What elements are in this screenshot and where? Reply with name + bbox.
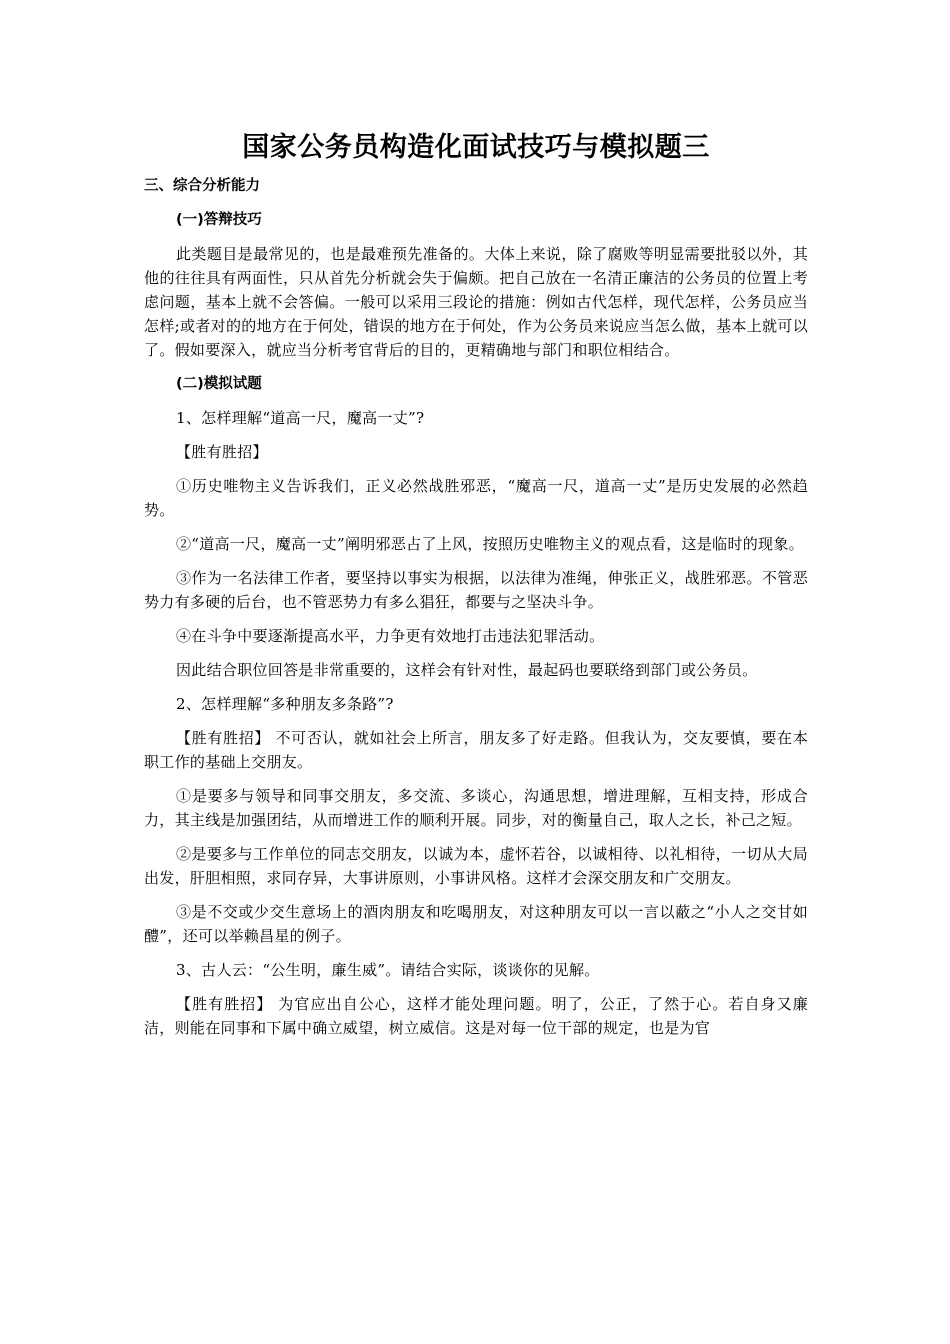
answer-2-point-3: ③是不交或少交生意场上的酒肉朋友和吃喝朋友，对这种朋友可以一言以蔽之“小人之交甘如醴”，还可以举赖昌星的例子。 (144, 903, 808, 945)
answer-1-point-4: ④在斗争中要逐渐提高水平，力争更有效地打击违法犯罪活动。 (176, 627, 605, 645)
answer-1-point-2: ②“道高一尺，魔高一丈”阐明邪恶占了上风，按照历史唯物主义的观点看，这是临时的现象。 (176, 535, 804, 553)
answer-1-point-3: ③作为一名法律工作者，要坚持以事实为根据，以法律为准绳，伸张正义，战胜邪恶。不管恶势力有多硬的后台，也不管恶势力有多么猖狂，都要与之坚决斗争。 (144, 569, 808, 611)
section-heading: 三、综合分析能力 (144, 178, 260, 194)
answer-1-point-1: ①历史唯物主义告诉我们，正义必然战胜邪恶，“魔高一尺，道高一丈”是历史发展的必然趋势。 (144, 477, 808, 519)
answer-2-point-2: ②是要多与工作单位的同志交朋友，以诚为本，虚怀若谷，以诚相待、以礼相待，一切从大局出发，肝胆相照，求同存异，大事讲原则，小事讲风格。这样才会深交朋友和广交朋友。 (144, 845, 808, 887)
subsection-heading-mock-questions: (二)模拟试题 (176, 376, 262, 392)
answer-3-intro: 【胜有胜招】 为官应出自公心，这样才能处理问题。明了，公正，了然于心。若自身又廉洁，则能在同事和下属中确立威望，树立威信。这是对每一位干部的规定，也是为官 (144, 995, 808, 1037)
document-page (144, 128, 808, 1050)
subsection-heading-techniques: (一)答辩技巧 (176, 212, 262, 228)
question-1: 1、怎样理解“道高一尺，魔高一丈”? (176, 409, 425, 427)
intro-paragraph: 此类题目是最常见的，也是最难预先准备的。大体上来说，除了腐败等明显需要批驳以外，其他的往往具有两面性，只从首先分析就会失于偏颇。把自己放在一名清正廉洁的公务员的位置上考虑问题，基本上就不会答偏。一般可以采用三段论的措施：例如古代怎样，现代怎样，公务员应当怎样;或者对的的地方在于何处，错误的地方在于何处，作为公务员来说应当怎么做，基本上就可以了。假如要深入，就应当分析考官背后的目的，更精确地与部门和职位相结合。 (144, 245, 808, 359)
question-2: 2、怎样理解“多种朋友多条路”? (176, 695, 394, 713)
document-title: 国家公务员构造化面试技巧与模拟题三 (242, 132, 710, 163)
answer-2-intro: 【胜有胜招】 不可否认，就如社会上所言，朋友多了好走路。但我认为，交友要慎，要在本职工作的基础上交朋友。 (144, 729, 808, 771)
answer-label-1: 【胜有胜招】 (176, 443, 268, 461)
answer-2-point-1: ①是要多与领导和同事交朋友，多交流、多谈心，沟通思想，增进理解，互相支持，形成合力，其主线是加强团结，从而增进工作的顺利开展。同步，对的衡量自己，取人之长，补己之短。 (144, 787, 808, 829)
answer-1-conclusion: 因此结合职位回答是非常重要的，这样会有针对性，最起码也要联络到部门或公务员。 (176, 661, 758, 679)
question-3: 3、古人云：“公生明，廉生威”。请结合实际，谈谈你的见解。 (176, 961, 600, 979)
